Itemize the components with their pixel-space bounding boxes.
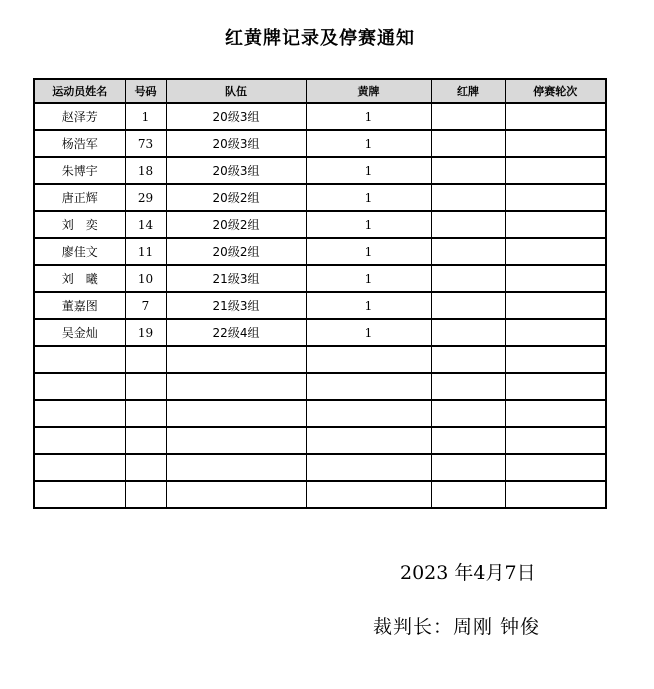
table-row (34, 103, 606, 130)
cell-red-card (431, 103, 505, 130)
cell-athlete-name: 董嘉图 (34, 292, 125, 319)
cell-athlete-name (34, 400, 125, 427)
cell-red-card (431, 373, 505, 400)
cell-suspension-rounds (505, 103, 606, 130)
cell-number (125, 400, 166, 427)
cell-yellow-card (306, 427, 431, 454)
cell-team (166, 427, 306, 454)
cell-number: 1 (125, 103, 166, 130)
cell-red-card (431, 211, 505, 238)
table-row (34, 373, 606, 400)
header-suspension-rounds: 停赛轮次 (505, 79, 606, 103)
cell-red-card (431, 427, 505, 454)
cell-red-card (431, 400, 505, 427)
cell-suspension-rounds (505, 130, 606, 157)
cell-red-card (431, 454, 505, 481)
cell-number: 11 (125, 238, 166, 265)
cell-red-card (431, 346, 505, 373)
cell-suspension-rounds (505, 427, 606, 454)
cell-suspension-rounds (505, 292, 606, 319)
cell-team: 20级2组 (166, 211, 306, 238)
cell-yellow-card: 1 (306, 157, 431, 184)
cell-red-card (431, 130, 505, 157)
cell-athlete-name (34, 481, 125, 508)
table-row (34, 157, 606, 184)
header-athlete-name: 运动员姓名 (34, 79, 125, 103)
cell-red-card (431, 184, 505, 211)
table-row (34, 292, 606, 319)
cell-number: 14 (125, 211, 166, 238)
cell-red-card (431, 265, 505, 292)
cell-athlete-name (34, 454, 125, 481)
cell-number: 73 (125, 130, 166, 157)
document-title: 红黄牌记录及停赛通知 (225, 28, 415, 49)
cell-suspension-rounds (505, 454, 606, 481)
cell-suspension-rounds (505, 238, 606, 265)
cell-number: 19 (125, 319, 166, 346)
notice-date: 2023 年4月7日 (400, 562, 536, 584)
table-row (34, 481, 606, 508)
cell-suspension-rounds (505, 184, 606, 211)
cell-athlete-name (34, 427, 125, 454)
cell-team: 20级2组 (166, 238, 306, 265)
cell-suspension-rounds (505, 481, 606, 508)
cell-yellow-card (306, 400, 431, 427)
cell-team: 20级3组 (166, 130, 306, 157)
cell-suspension-rounds (505, 211, 606, 238)
cell-suspension-rounds (505, 373, 606, 400)
header-team: 队伍 (166, 79, 306, 103)
cell-athlete-name (34, 373, 125, 400)
cell-athlete-name: 唐正辉 (34, 184, 125, 211)
cell-athlete-name (34, 346, 125, 373)
cell-yellow-card: 1 (306, 265, 431, 292)
cell-team (166, 481, 306, 508)
cell-yellow-card: 1 (306, 292, 431, 319)
cell-yellow-card: 1 (306, 184, 431, 211)
cell-team (166, 400, 306, 427)
cell-red-card (431, 157, 505, 184)
table-row (34, 319, 606, 346)
cell-suspension-rounds (505, 400, 606, 427)
table-row (34, 346, 606, 373)
cell-number: 29 (125, 184, 166, 211)
cell-red-card (431, 319, 505, 346)
cell-athlete-name: 廖佳文 (34, 238, 125, 265)
cell-team: 22级4组 (166, 319, 306, 346)
table-row (34, 184, 606, 211)
cell-number (125, 346, 166, 373)
card-record-table (33, 78, 607, 509)
table-row (34, 130, 606, 157)
cell-yellow-card (306, 373, 431, 400)
cell-yellow-card: 1 (306, 211, 431, 238)
cell-number: 10 (125, 265, 166, 292)
cell-number: 7 (125, 292, 166, 319)
cell-yellow-card (306, 481, 431, 508)
cell-number (125, 481, 166, 508)
cell-team: 20级2组 (166, 184, 306, 211)
table-row (34, 238, 606, 265)
cell-team: 21级3组 (166, 292, 306, 319)
cell-yellow-card (306, 346, 431, 373)
cell-athlete-name: 朱博宇 (34, 157, 125, 184)
cell-red-card (431, 481, 505, 508)
table-row (34, 400, 606, 427)
cell-suspension-rounds (505, 319, 606, 346)
cell-red-card (431, 238, 505, 265)
cell-team (166, 346, 306, 373)
table-body (34, 103, 606, 508)
cell-number (125, 454, 166, 481)
cell-team: 20级3组 (166, 103, 306, 130)
cell-team (166, 454, 306, 481)
cell-red-card (431, 292, 505, 319)
cell-yellow-card: 1 (306, 103, 431, 130)
cell-suspension-rounds (505, 346, 606, 373)
header-yellow-card: 黄牌 (306, 79, 431, 103)
table-row (34, 454, 606, 481)
cell-number: 18 (125, 157, 166, 184)
cell-athlete-name: 赵泽芳 (34, 103, 125, 130)
cell-team: 20级3组 (166, 157, 306, 184)
cell-athlete-name: 刘 曦 (34, 265, 125, 292)
cell-athlete-name: 吴金灿 (34, 319, 125, 346)
cell-yellow-card: 1 (306, 130, 431, 157)
table-header-row (34, 79, 606, 103)
cell-yellow-card: 1 (306, 238, 431, 265)
cell-number (125, 373, 166, 400)
cell-team (166, 373, 306, 400)
cell-yellow-card (306, 454, 431, 481)
table-row (34, 265, 606, 292)
cell-suspension-rounds (505, 265, 606, 292)
cell-athlete-name: 刘 奕 (34, 211, 125, 238)
cell-team: 21级3组 (166, 265, 306, 292)
table-row (34, 427, 606, 454)
cell-yellow-card: 1 (306, 319, 431, 346)
cell-number (125, 427, 166, 454)
table-row (34, 211, 606, 238)
header-number: 号码 (125, 79, 166, 103)
cell-suspension-rounds (505, 157, 606, 184)
cell-athlete-name: 杨浩军 (34, 130, 125, 157)
header-red-card: 红牌 (431, 79, 505, 103)
chief-referee-signature: 裁判长：周刚 钟俊 (373, 616, 541, 638)
